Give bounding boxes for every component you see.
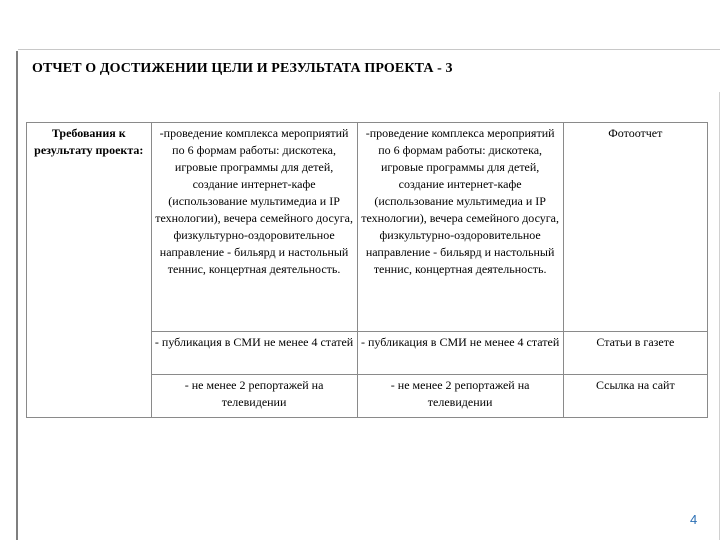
requirements-label-cell: Требования к результату проекта:: [27, 123, 152, 418]
actual-cell: - не менее 2 репортажей на телевидении: [357, 375, 563, 418]
planned-cell: - публикация в СМИ не менее 4 статей: [151, 332, 357, 375]
page-number: 4: [690, 512, 698, 527]
evidence-cell: Фотоотчет: [563, 123, 707, 332]
left-accent-line: [16, 92, 18, 540]
actual-cell: -проведение комплекса мероприятий по 6 формам работы: дискотека, игровые программы для детей, создание интернет-кафе (использование мультимедиа и IP технологии), вечера семейного досуга, физкультурно-оздоровительное направление - бильярд и настольный теннис, концертная деятельность.: [357, 123, 563, 332]
top-divider: [18, 49, 720, 50]
evidence-cell: Ссылка на сайт: [563, 375, 707, 418]
table-row: [27, 123, 708, 332]
actual-cell: - публикация в СМИ не менее 4 статей: [357, 332, 563, 375]
planned-cell: -проведение комплекса мероприятий по 6 формам работы: дискотека, игровые программы для детей, создание интернет-кафе (использование мультимедиа и IP технологии), вечера семейного досуга, физкультурно-оздоровительное направление - бильярд и настольный теннис, концертная деятельность.: [151, 123, 357, 332]
page-title: ОТЧЕТ О ДОСТИЖЕНИИ ЦЕЛИ И РЕЗУЛЬТАТА ПРОЕКТА - 3: [32, 61, 453, 76]
results-table: [26, 122, 708, 418]
planned-cell: - не менее 2 репортажей на телевидении: [151, 375, 357, 418]
evidence-cell: Статьи в газете: [563, 332, 707, 375]
